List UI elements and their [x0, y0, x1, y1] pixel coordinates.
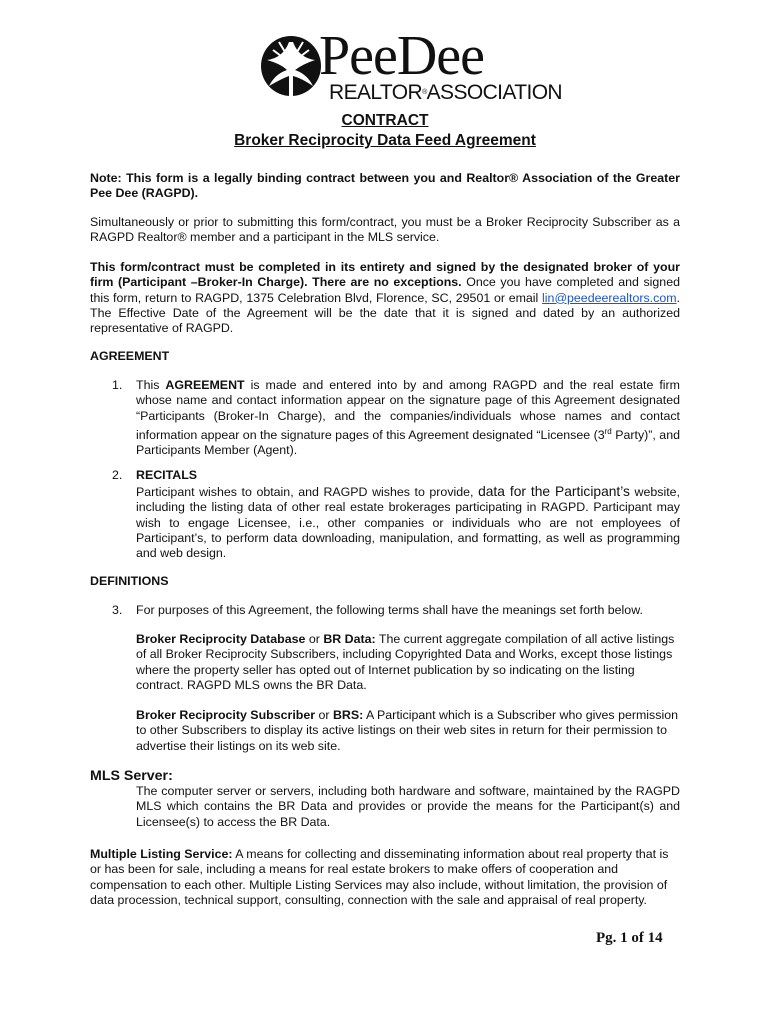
simultaneous-paragraph: Simultaneously or prior to submitting this form/contract, you must be a Broker Reciprocity Subscriber as a RAGPD Realtor® member and a participant in the MLS service. [90, 215, 680, 245]
instructions-paragraph: This form/contract must be completed in its entirety and signed by the designated broker of your firm (Participant –Broker-In Charge). There are no exceptions. Once you have completed and signed this form, return to RAGPD, 1375 Celebration Blvd, Florence, SC, 29501 or email lin@peedeerealtors.com. The Effective Date of the Agreement will be the date that it is signed and dated by an authorized representative of RAGPD. [90, 260, 680, 336]
recitals-text: Participant wishes to obtain, and RAGPD wishes to provide, data for the Participant’s website, including the listing data of other real estate brokerages participating in RAGPD. Participant may wish to engage Licensee, i.e., other companies or individuals who are not employees of Participant’s, to perform data downloading, manipulation, and formatting, as well as programming and web design. [136, 484, 680, 561]
item-3-text: For purposes of this Agreement, the following terms shall have the meanings set forth below. [136, 603, 643, 617]
title-contract: CONTRACT [341, 112, 429, 129]
br-data-definition: Broker Reciprocity Database or BR Data: The current aggregate compilation of all active listings of all Broker Reciprocity Subscribers, including Copyrighted Data and Works, except those listings where the property seller has opted out of Internet publication by so indicating on the listing contract. RAGPD MLS owns the BR Data. [136, 632, 675, 692]
peedee-logo [253, 25, 562, 106]
item-2-number: 2. [112, 468, 123, 482]
mls-server-text: The computer server or servers, including both hardware and software, maintained by the RAGPD MLS which contains the BR Data and provides or provide the means for the Participant(s) and Licensee(s) to access the BR Data. [136, 784, 680, 829]
email-link[interactable]: lin@peedeerealtors.com [542, 290, 677, 305]
recitals-heading: RECITALS [136, 468, 198, 482]
title-agreement-name: Broker Reciprocity Data Feed Agreement [234, 132, 536, 149]
mls-service-definition: Multiple Listing Service: A means for collecting and disseminating information about real property that is or has been for sale, including a means for real estate brokers to make offers of cooperation and compensation to each other. Multiple Listing Services may also include, without limitation, the provision of data procession, technical support, consulting, connection with the sale and appraisal of real property. [90, 847, 669, 907]
note-paragraph: Note: This form is a legally binding contract between you and Realtor® Association of the Greater Pee Dee (RAGPD). [90, 171, 680, 201]
page-number: Pg. 1 of 14 [596, 930, 663, 946]
item-3-number: 3. [112, 603, 123, 617]
logo-subtitle: REALTOR®ASSOCIATION [329, 81, 562, 104]
definitions-heading: DEFINITIONS [90, 574, 169, 588]
logo-wordmark: PeeDee [319, 25, 485, 87]
brs-definition: Broker Reciprocity Subscriber or BRS: A Participant which is a Subscriber who gives permission to other Subscribers to display its active listings on their web sites in return for their permission to advertise their listings on its web site. [136, 708, 678, 753]
mls-server-heading: MLS Server: [90, 768, 173, 784]
item-1-number: 1. [112, 378, 123, 392]
item-1-text: This AGREEMENT is made and entered into by and among RAGPD and the real estate firm whose name and contact information appear on the signature page of this Agreement designated “Participants (Broker-In Charge), and the companies/individuals whose names and contact information appear on the signature pages of this Agreement designated “Licensee (3rd Party)”, and Participants Member (Agent). [136, 378, 680, 458]
agreement-heading: AGREEMENT [90, 349, 170, 363]
palmetto-tree-icon [253, 30, 325, 106]
